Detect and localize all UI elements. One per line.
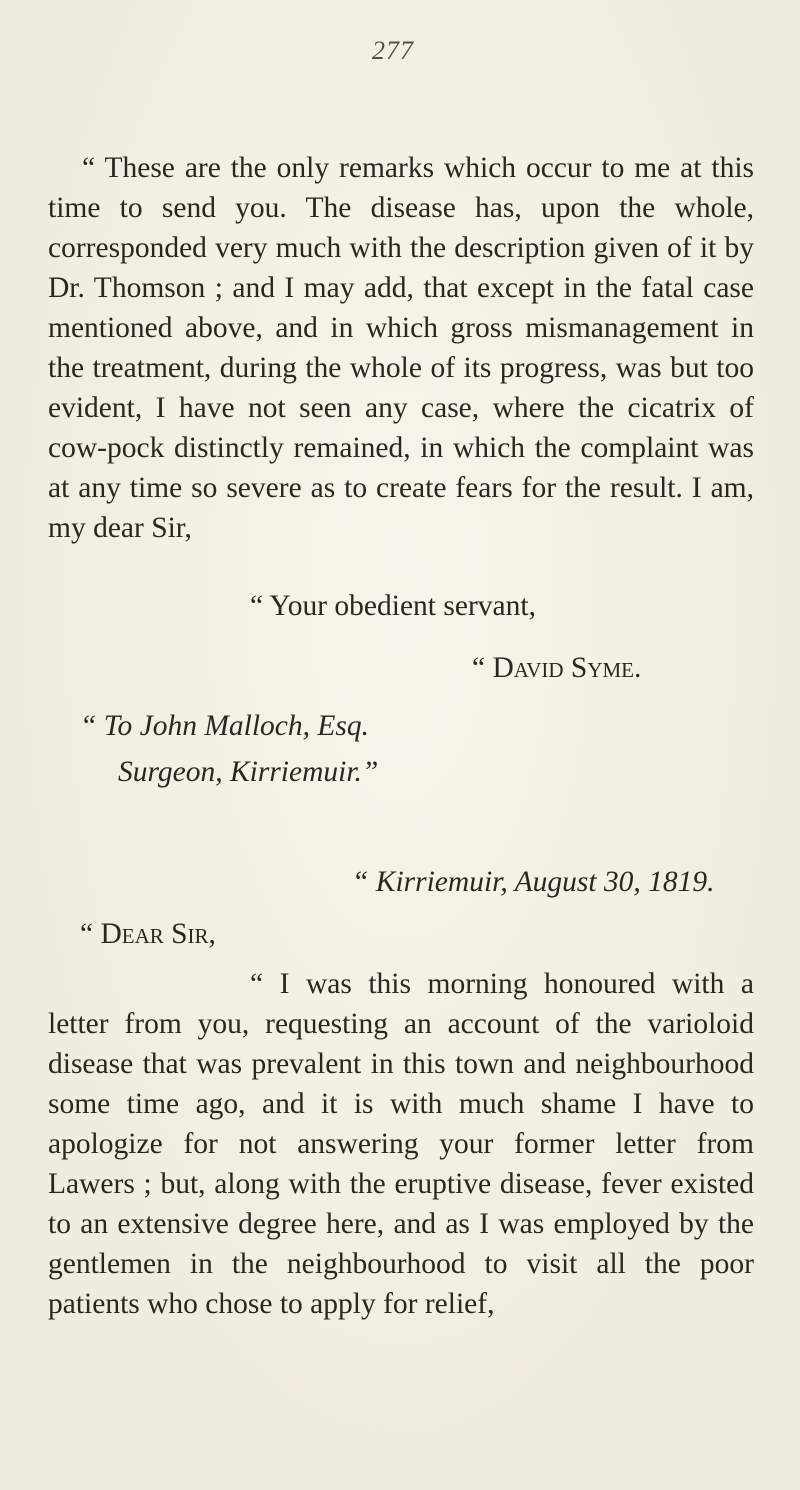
- letter1-addressee-title: Surgeon, Kirriemuir.”: [118, 756, 379, 788]
- page-number: 277: [372, 36, 414, 65]
- letter1-body: “ These are the only remarks which occur to me at this time to send you. The disease has, upon the whole, corresponded very much with the description given of it by Dr. Thomson ; and I may add, that except in the fatal case mentioned above, and in which gross mismanagement in the treatment, during the whole of its progress, was but too evident, I have not seen any case, where the cicatrix of cow-pock distinctly remained, in which the complaint was at any time so severe as to create fears for the result. I am, my dear Sir,: [48, 152, 754, 544]
- letter1-addressee: “ To John Malloch, Esq.: [80, 710, 370, 742]
- letter1-signature: “ David Syme.: [472, 652, 642, 684]
- letter2-body: “ I was this morning honoured with a letter from you, requesting an account of the varioloid disease that was prevalent in this town and neighbourhood some time ago, and it is with much shame I have to apologize for not answering your former letter from Lawers ; but, along with the eruptive disease, fever existed to an extensive degree here, and as I was employed by the gentlemen in the neighbourhood to visit all the poor patients who chose to apply for relief,: [48, 968, 754, 1320]
- letter2-salutation: “ Dear Sir,: [80, 918, 216, 950]
- letter2-dateline: “ Kirriemuir, August 30, 1819.: [352, 866, 715, 898]
- letter1-closing: “ Your obedient servant,: [250, 590, 536, 622]
